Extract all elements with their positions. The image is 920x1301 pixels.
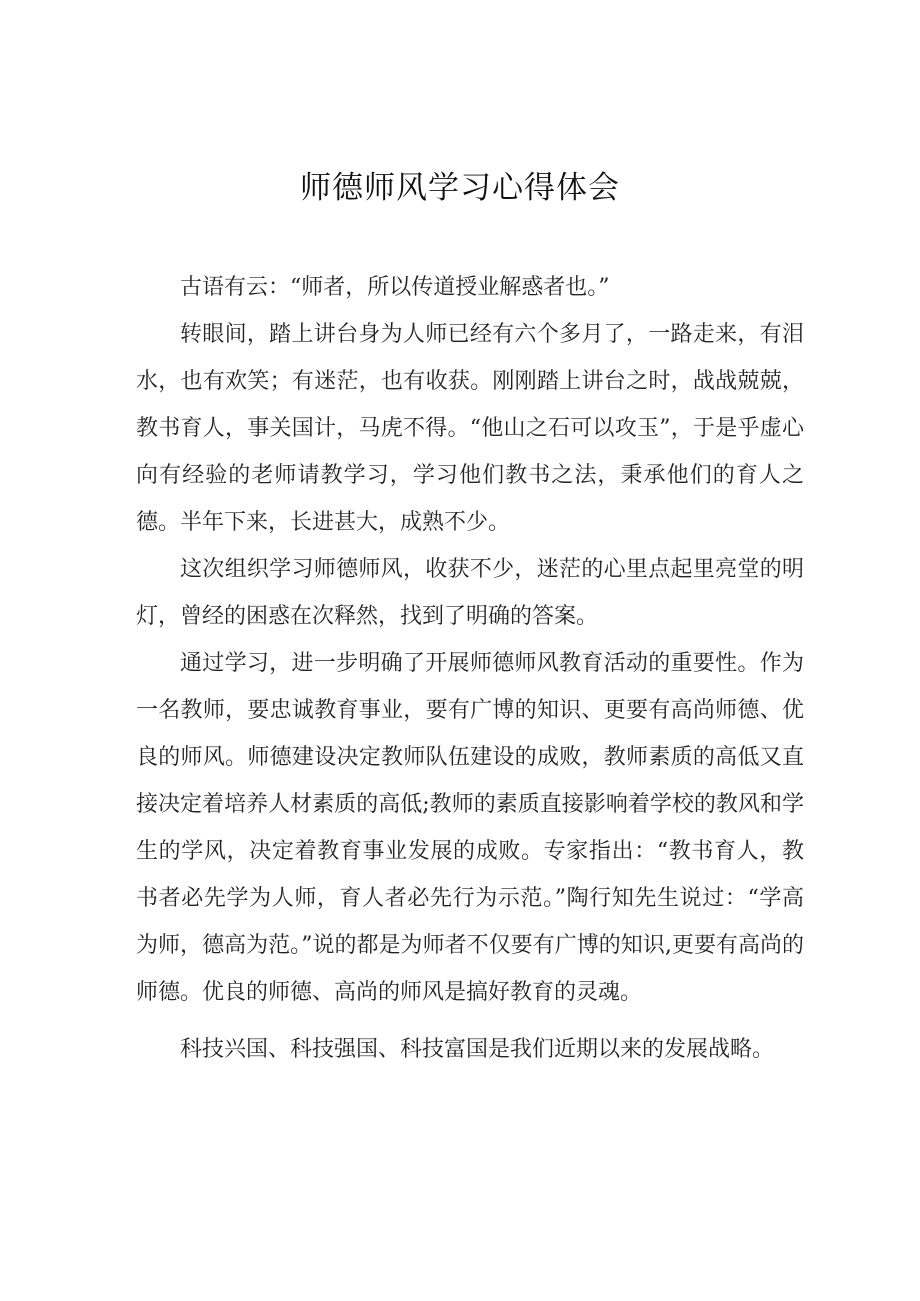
document-title: 师德师风学习心得体会 bbox=[300, 170, 620, 206]
paragraph-importance: 通过学习，进一步明确了开展师德师风教育活动的重要性。作为一名教师，要忠诚教育事业，要有广博的知识、更要有高尚师德、优良的师风。师德建设决定教师队伍建设的成败，教师素质的高低又直接决定着培养人材素质的高低;教师的素质直接影响着学校的教风和学生的学风，决定着教育事业发展的成败。专家指出：“教书育人，教书者必先学为人师，育人者必先行为示范。”陶行知先生说过：“学高为师，德高为范。”说的都是为师者不仅要有广博的知识,更要有高尚的师德。优良的师德、高尚的师风是搞好教育的灵魂。 bbox=[136, 651, 804, 1005]
document-body bbox=[136, 264, 804, 1073]
paragraph-experience: 转眼间，踏上讲台身为人师已经有六个多月了，一路走来，有泪水，也有欢笑；有迷茫，也有收获。刚刚踏上讲台之时，战战兢兢，教书育人，事关国计，马虎不得。“他山之石可以攻玉”，于是乎虚心向有经验的老师请教学习，学习他们教书之法，秉承他们的育人之德。半年下来，长进甚大，成熟不少。 bbox=[136, 322, 804, 535]
paragraph-strategy: 科技兴国、科技强国、科技富国是我们近期以来的发展战略。 bbox=[180, 1037, 775, 1062]
paragraph-quote: 古语有云：“师者，所以传道授业解惑者也。” bbox=[180, 275, 610, 300]
paragraph-study: 这次组织学习师德师风，收获不少，迷茫的心里点起里亮堂的明灯，曾经的困惑在次释然，找到了明确的答案。 bbox=[136, 557, 804, 629]
